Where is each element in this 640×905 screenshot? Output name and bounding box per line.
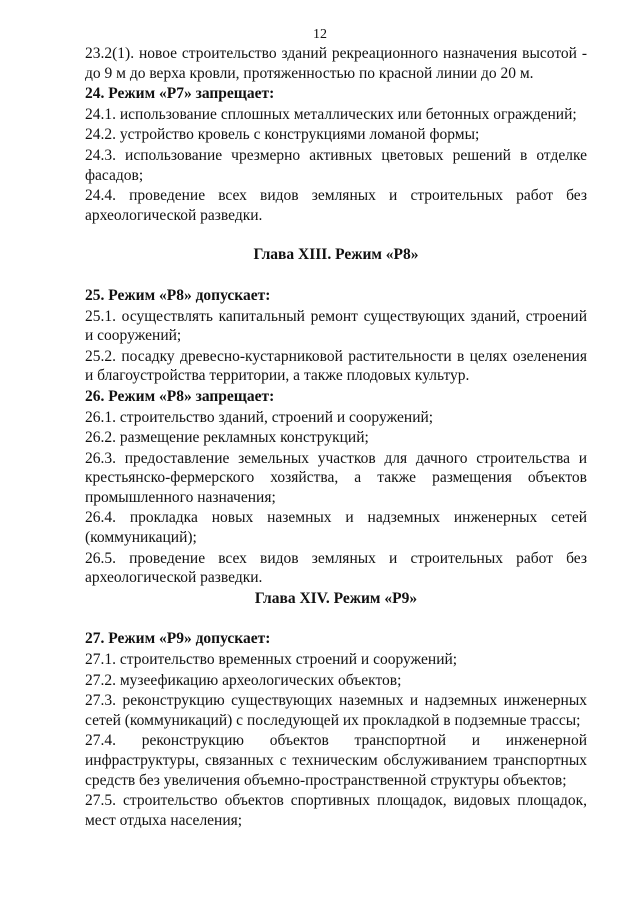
paragraph-24-3: 24.3. использование чрезмерно активных цветовых решений в отделке фасадов;: [85, 146, 587, 184]
page-number: 12: [313, 27, 327, 42]
document-body: [85, 44, 587, 831]
chapter-13-heading: Глава XIII. Режим «Р8»: [253, 246, 419, 264]
paragraph-27-1: 27.1. строительство временных строений и сооружений;: [85, 651, 458, 669]
paragraph-27-3: 27.3. реконструкцию существующих наземных и надземных инженерных сетей (коммуникаций) с последующей их прокладкой в подземные трассы;: [85, 692, 587, 729]
spacer: [85, 265, 587, 286]
spacer: [85, 608, 587, 629]
paragraph-27-2: 27.2. музеефикацию археологических объектов;: [85, 671, 402, 689]
section-24-heading: 24. Режим «Р7» запрещает:: [85, 85, 275, 103]
paragraph-25-1: 25.1. осуществлять капитальный ремонт существующих зданий, строений и сооружений;: [85, 307, 587, 345]
paragraph-24-1: 24.1. использование сплошных металлических или бетонных ограждений;: [85, 105, 577, 123]
paragraph-24-2: 24.2. устройство кровель с конструкциями ломаной формы;: [85, 126, 480, 144]
paragraph-26-4: 26.4. прокладка новых наземных и надземных инженерных сетей (коммуникаций);: [85, 509, 587, 547]
paragraph-26-3: 26.3. предоставление земельных участков для дачного строительства и крестьянско-фермерского хозяйства, а также размещения объектов промышленного назначения;: [85, 449, 587, 506]
paragraph-23-2-1: 23.2(1). новое строительство зданий рекреационного назначения высотой - до 9 м до верха кровли, протяженностью по красной линии до 20 м.: [85, 45, 587, 82]
chapter-14-heading: Глава XIV. Режим «Р9»: [254, 589, 418, 607]
paragraph-26-2: 26.2. размещение рекламных конструкций;: [85, 429, 369, 447]
paragraph-25-2: 25.2. посадку древесно-кустарниковой растительности в целях озеленения и благоустройства территории, а также плодовых культур.: [85, 347, 587, 385]
paragraph-24-4: 24.4. проведение всех видов земляных и строительных работ без археологической разведки.: [85, 187, 587, 224]
section-26-heading: 26. Режим «Р8» запрещает:: [85, 387, 275, 405]
section-25-heading: 25. Режим «Р8» допускает:: [85, 286, 271, 304]
paragraph-26-5: 26.5. проведение всех видов земляных и строительных работ без археологической разведки.: [85, 549, 587, 587]
spacer: [85, 226, 587, 245]
paragraph-26-1: 26.1. строительство зданий, строений и сооружений;: [85, 408, 434, 426]
section-27-heading: 27. Режим «Р9» допускает:: [85, 630, 271, 648]
paragraph-27-5: 27.5. строительство объектов спортивных площадок, видовых площадок, мест отдыха населения;: [85, 792, 587, 829]
paragraph-27-4: 27.4. реконструкцию объектов транспортной и инженерной инфраструктуры, связанных с техническим обслуживанием транспортных средств без увеличения объемно-пространственной структуры объектов;: [85, 732, 587, 789]
